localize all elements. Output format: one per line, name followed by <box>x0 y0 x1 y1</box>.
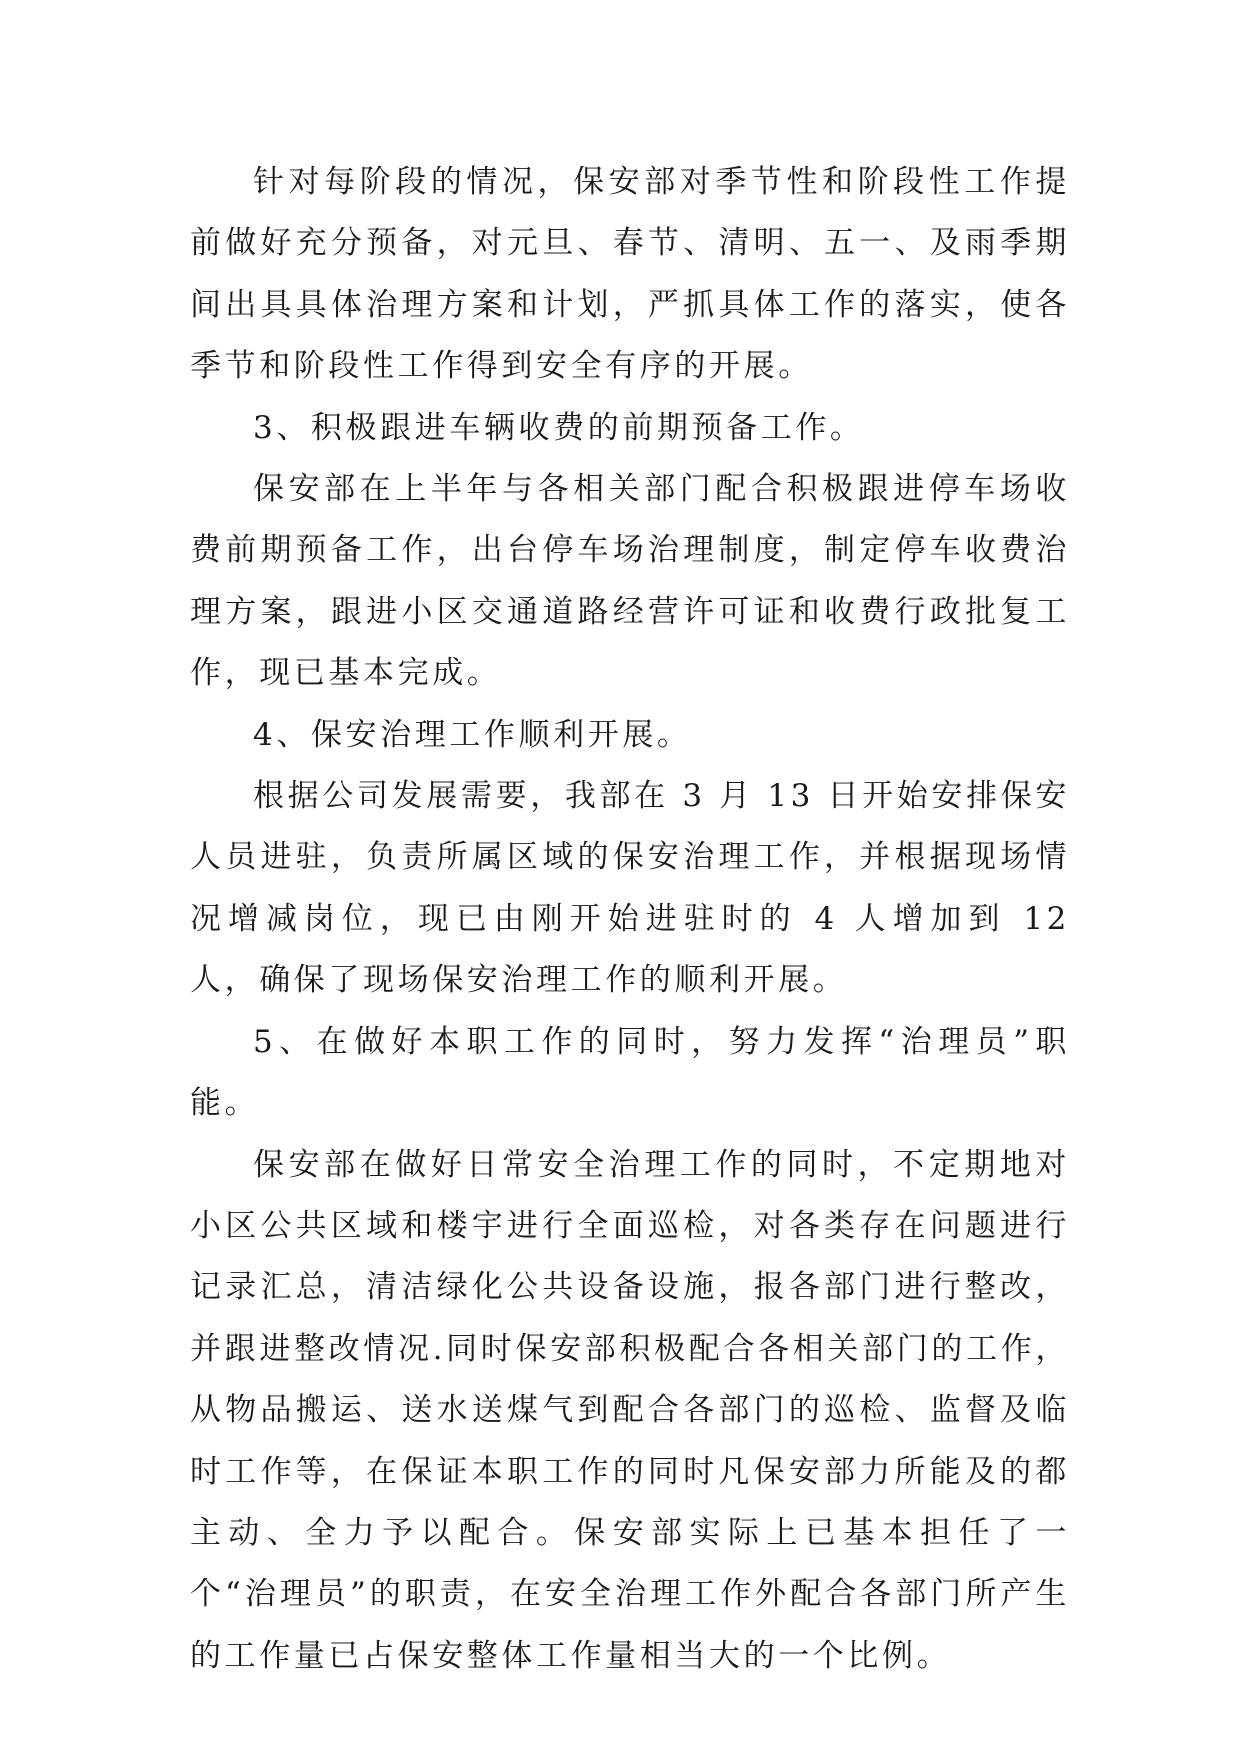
paragraph-parking-fees: 保安部在上半年与各相关部门配合积极跟进停车场收费前期预备工作，出台停车场治理制度，制定停车收费治理方案，跟进小区交通道路经营许可证和收费行政批复工作，现已基本完成。 <box>190 471 1070 692</box>
heading-item-4: 4、保安治理工作顺利开展。 <box>253 716 692 753</box>
heading-item-5: 5、在做好本职工作的同时，努力发挥“治理员”职能。 <box>190 1023 1070 1122</box>
heading-item-3: 3、积极跟进车辆收费的前期预备工作。 <box>253 409 865 446</box>
paragraph-security-staffing: 根据公司发展需要，我部在 3 月 13 日开始安排保安人员进驻，负责所属区域的保安治理工作，并根据现场情况增减岗位，现已由刚开始进驻时的 4 人增加到 12 人，确保了现场保安治理工作的顺利开展。 <box>190 778 1070 999</box>
paragraph-manager-role: 保安部在做好日常安全治理工作的同时，不定期地对小区公共区域和楼宇进行全面巡检，对各类存在问题进行记录汇总，清洁绿化公共设备设施，报各部门进行整改，并跟进整改情况.同时保安部积极配合各相关部门的工作，从物品搬运、送水送煤气到配合各部门的巡检、监督及临时工作等，在保证本职工作的同时凡保安部力所能及的都主动、全力予以配合。保安部实际上已基本担任了一个“治理员”的职责，在安全治理工作外配合各部门所产生的工作量已占保安整体工作量相当大的一个比例。 <box>190 1146 1070 1674</box>
document-body <box>190 152 1070 1687</box>
paragraph-seasonal-work: 针对每阶段的情况，保安部对季节性和阶段性工作提前做好充分预备，对元旦、春节、清明、五一、及雨季期间出具具体治理方案和计划，严抓具体工作的落实，使各季节和阶段性工作得到安全有序的开展。 <box>190 164 1070 385</box>
